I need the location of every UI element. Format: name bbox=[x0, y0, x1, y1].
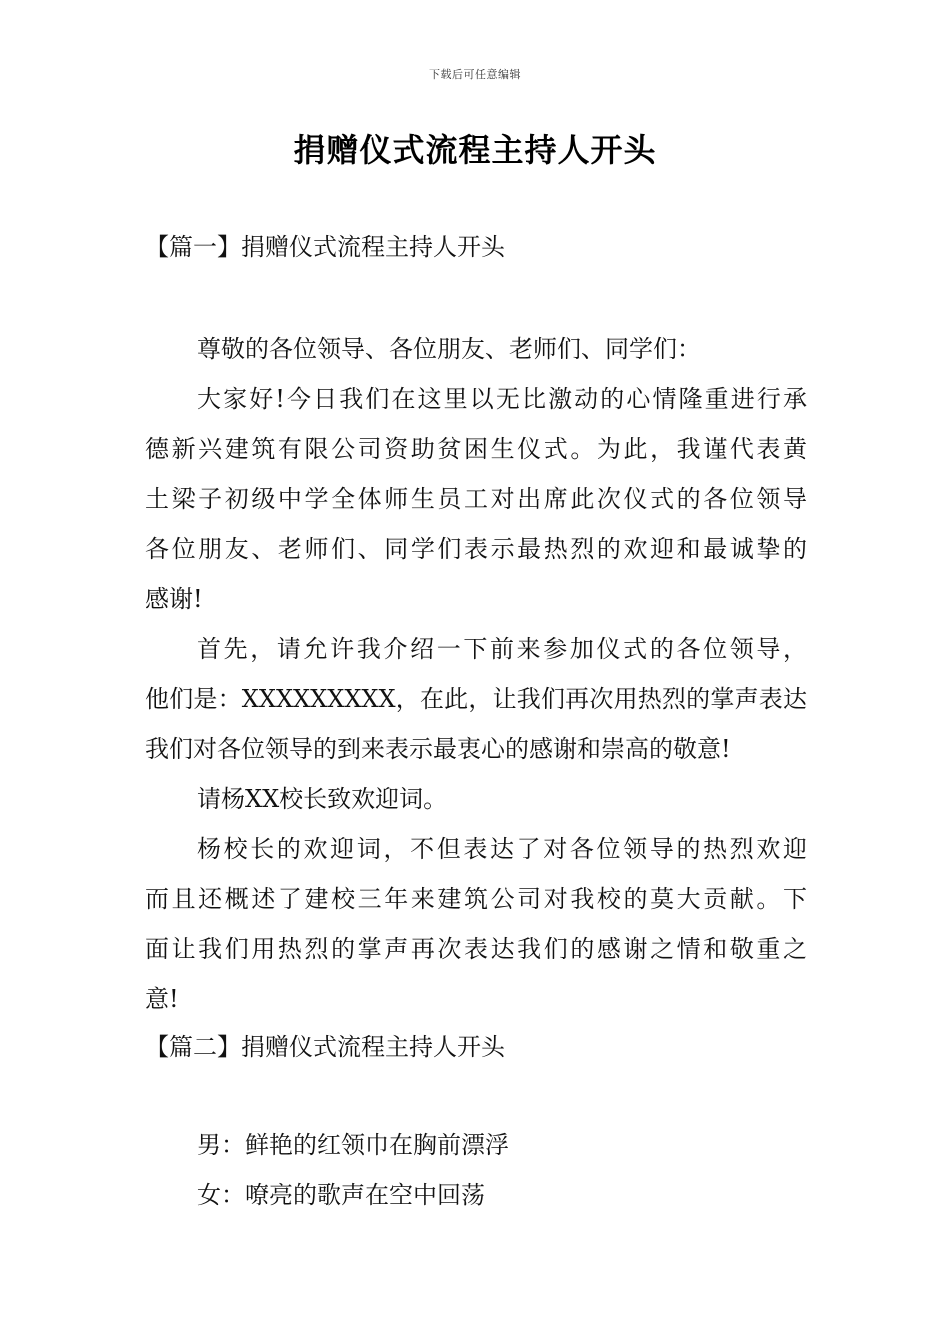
dialog-line: 男：鲜艳的红领巾在胸前漂浮 bbox=[197, 1131, 509, 1159]
dialog-line: 女：嘹亮的歌声在空中回荡 bbox=[197, 1181, 485, 1209]
greeting-line: 尊敬的各位领导、各位朋友、老师们、同学们： bbox=[197, 335, 701, 363]
paragraph1-line: 大家好!今日我们在这里以无比激动的心情隆重进行承 bbox=[197, 385, 807, 413]
paragraph2-line: 我们对各位领导的到来表示最衷心的感谢和崇高的敬意! bbox=[145, 735, 731, 763]
paragraph4-line: 面让我们用热烈的掌声再次表达我们的感谢之情和敬重之 bbox=[145, 935, 807, 963]
document-title: 捐赠仪式流程主持人开头 bbox=[293, 131, 657, 169]
paragraph1-line: 土梁子初级中学全体师生员工对出席此次仪式的各位领导 bbox=[145, 485, 807, 513]
section2-heading: 【篇二】捐赠仪式流程主持人开头 bbox=[145, 1033, 505, 1061]
paragraph4-line: 而且还概述了建校三年来建筑公司对我校的莫大贡献。下 bbox=[145, 885, 807, 913]
paragraph4-line: 意! bbox=[145, 985, 179, 1013]
section1-heading: 【篇一】捐赠仪式流程主持人开头 bbox=[145, 233, 505, 261]
paragraph3-line: 请杨XX校长致欢迎词。 bbox=[197, 785, 448, 813]
paragraph1-line: 德新兴建筑有限公司资助贫困生仪式。为此，我谨代表黄 bbox=[145, 435, 807, 463]
paragraph1-line: 各位朋友、老师们、同学们表示最热烈的欢迎和最诚挚的 bbox=[145, 535, 807, 563]
header-note: 下载后可任意编辑 bbox=[429, 68, 521, 81]
paragraph2-line: 他们是：XXXXXXXXX，在此，让我们再次用热烈的掌声表达 bbox=[145, 685, 807, 713]
paragraph2-line: 首先，请允许我介绍一下前来参加仪式的各位领导， bbox=[197, 635, 807, 663]
paragraph4-line: 杨校长的欢迎词，不但表达了对各位领导的热烈欢迎 bbox=[197, 835, 807, 863]
paragraph1-line: 感谢! bbox=[145, 585, 203, 613]
